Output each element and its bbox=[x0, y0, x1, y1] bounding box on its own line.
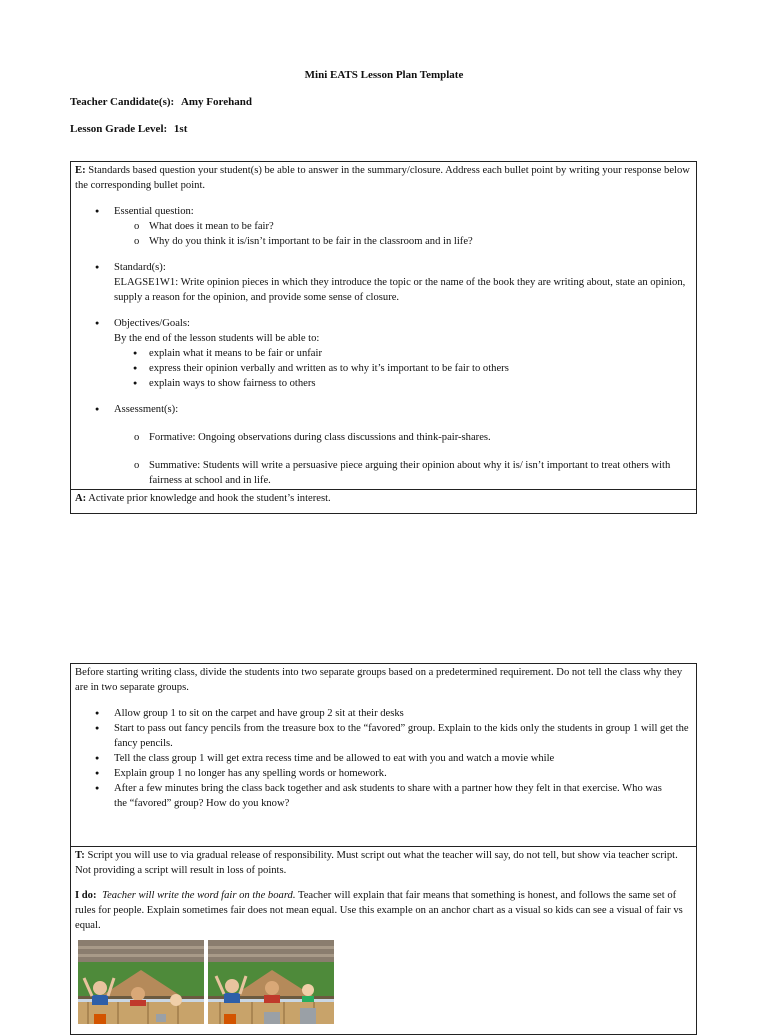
a-continued-intro: Before starting writing class, divide the students into two separate groups based on a predetermined requirement. Do not tell the class why they are in two separate groups. bbox=[75, 667, 683, 693]
standard-list bbox=[75, 260, 692, 275]
a-continued-item: ● Start to pass out fancy pencils from the treasure box to the “favored” group. Explain to the kids only the students in group 1 will get the fancy pencils. bbox=[75, 721, 692, 751]
e-section bbox=[71, 162, 696, 489]
a-continued-item: ● After a few minutes bring the class back together and ask students to share with a partner how they felt in that exercise. Who was the “favored” group? How do you know? bbox=[75, 781, 692, 811]
assessment-label: ● Assessment(s): bbox=[75, 402, 692, 417]
t-letter: T: bbox=[75, 850, 85, 861]
assessment-summative: o Summative: Students will write a persuasive piece arguing their opinion about why it is/ isn’t important to treat others with fairness at school and in life. bbox=[75, 458, 692, 488]
teacher-candidate-line bbox=[70, 95, 252, 110]
teacher-name: Amy Forehand bbox=[180, 96, 252, 108]
baseball-fans-image-left bbox=[78, 940, 204, 1024]
essential-item: o What does it mean to be fair? bbox=[75, 219, 692, 234]
assessment-items bbox=[75, 430, 692, 445]
i-do-label: I do: bbox=[75, 890, 97, 901]
objective-item: ● express their opinion verbally and written as to why it’s important to be fair to others bbox=[75, 361, 692, 376]
teacher-label: Teacher Candidate(s): bbox=[70, 96, 175, 108]
essential-list bbox=[75, 204, 692, 249]
t-text: Script you will use to via gradual release of responsibility. Must script out what the teacher will say, do not tell, but show via teacher script. Not providing a script will result in loss of points. bbox=[75, 850, 678, 876]
a-continued-item: ● Tell the class group 1 will get extra recess time and be allowed to eat with you and watch a movie while bbox=[75, 751, 692, 766]
a-continued-list bbox=[75, 706, 692, 811]
lesson-table-page1 bbox=[70, 161, 697, 514]
i-do-text: Teacher will explain that fair means that something is honest, and follows the same set of rules for people. Explain sometimes fair does not mean equal. Use this example on an anchor chart as a visual so kids can see a visual of fair vs equal. bbox=[75, 890, 683, 931]
a-section bbox=[71, 489, 696, 513]
assessment-formative: o Formative: Ongoing observations during class discussions and think-pair-shares. bbox=[75, 430, 692, 445]
a-letter: A: bbox=[75, 493, 87, 504]
essential-label: ● Essential question: bbox=[75, 204, 692, 219]
e-letter: E: bbox=[75, 165, 86, 176]
e-intro bbox=[75, 163, 692, 193]
objective-item: ● explain ways to show fairness to others bbox=[75, 376, 692, 391]
assessment-list bbox=[75, 402, 692, 417]
document-title: Mini EATS Lesson Plan Template bbox=[304, 69, 464, 81]
objectives-items bbox=[75, 346, 692, 391]
a-continued-section bbox=[71, 664, 696, 846]
objectives-list bbox=[75, 316, 692, 331]
i-do-paragraph bbox=[75, 888, 692, 933]
grade-label: Lesson Grade Level: bbox=[70, 123, 168, 135]
essential-item: o Why do you think it is/isn’t important to be fair in the classroom and in life? bbox=[75, 234, 692, 249]
illustration-panel-left bbox=[78, 940, 204, 1024]
baseball-fans-image-right bbox=[208, 940, 334, 1024]
standard-text: ELAGSE1W1: Write opinion pieces in which they introduce the topic or the name of the book they are writing about, state an opinion, supply a reason for the opinion, and provide some sense of closure. bbox=[114, 277, 686, 303]
objectives-label: ● Objectives/Goals: bbox=[75, 316, 692, 331]
fair-vs-equal-illustration bbox=[78, 940, 336, 1024]
a-continued-item: ● Allow group 1 to sit on the carpet and have group 2 sit at their desks bbox=[75, 706, 692, 721]
a-text: Activate prior knowledge and hook the student’s interest. bbox=[88, 493, 331, 504]
assessment-items-2 bbox=[75, 458, 692, 488]
objective-item: ● explain what it means to be fair or unfair bbox=[75, 346, 692, 361]
t-intro bbox=[75, 848, 692, 878]
grade-value: 1st bbox=[173, 123, 188, 135]
a-continued-item: ● Explain group 1 no longer has any spelling words or homework. bbox=[75, 766, 692, 781]
i-do-italic: Teacher will write the word fair on the board. bbox=[102, 890, 296, 901]
illustration-panel-right bbox=[208, 940, 334, 1024]
grade-level-line bbox=[70, 122, 187, 137]
e-intro-text: Standards based question your student(s) be able to answer in the summary/closure. Address each bullet point by writing your response below the corresponding bullet point. bbox=[75, 165, 690, 191]
standard-label: ● Standard(s): bbox=[75, 260, 692, 275]
objectives-intro: By the end of the lesson students will be able to: bbox=[114, 333, 320, 344]
